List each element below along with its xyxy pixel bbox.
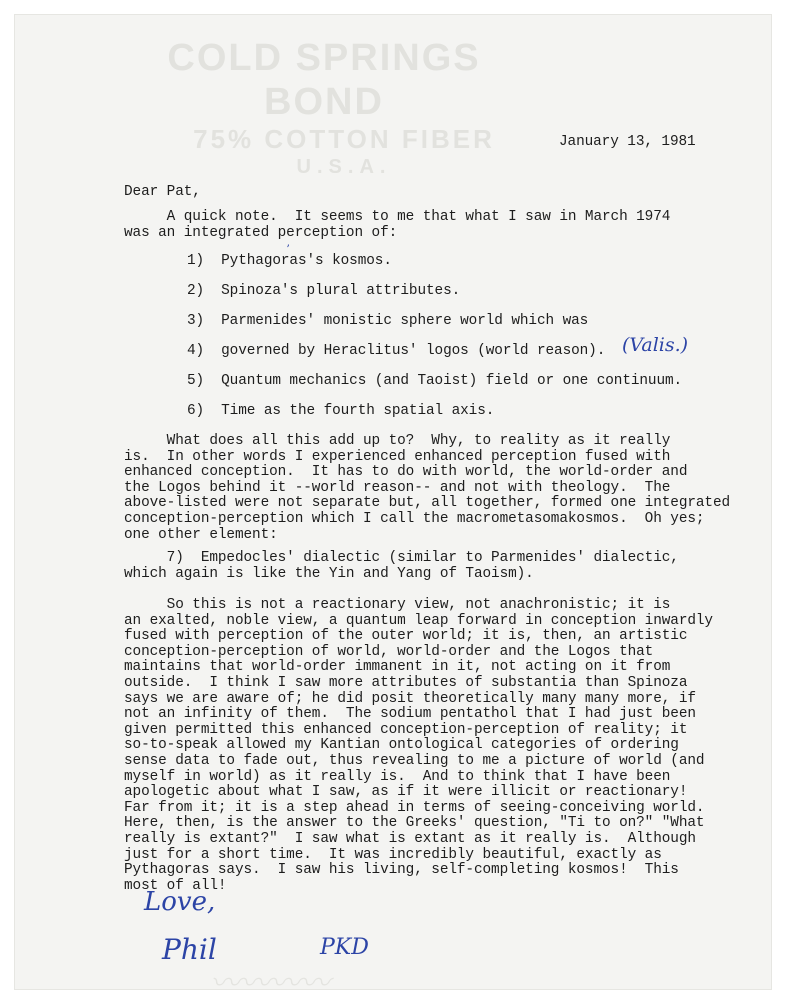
watermark-line2: 75% COTTON FIBER	[193, 124, 495, 154]
list-item-6: 6) Time as the fourth spatial axis.	[187, 403, 495, 419]
paper-watermark-script: 〰〰〰〰	[210, 966, 330, 1001]
watermark-line1: COLD SPRINGS BOND	[167, 37, 481, 123]
letterhead-watermark	[114, 36, 534, 180]
letter-date: January 13, 1981	[559, 134, 696, 150]
list-item-4: 4) governed by Heraclitus' logos (world reason).	[187, 343, 606, 359]
signature-handwritten: Phil	[162, 933, 217, 966]
apostrophe-correction-mark: ʼ	[286, 243, 290, 256]
item-7-paragraph: 7) Empedocles' dialectic (similar to Parmenides' dialectic, which again is like the Yin and Yang of Taoism).	[124, 550, 679, 582]
salutation: Dear Pat,	[124, 184, 201, 200]
list-item-5: 5) Quantum mechanics (and Taoist) field or one continuum.	[187, 373, 683, 389]
initials-handwritten: PKD	[320, 935, 369, 960]
watermark-line3: U.S.A.	[296, 156, 392, 178]
paragraph-2: So this is not a reactionary view, not anachronistic; it is an exalted, noble view, a quantum leap forward in conception inwardly fused with perception of the outer world; it is, then, an artistic conception-perception of world, world-order and the Logos that maintains that world-order immanent in it, not acting on it from outside. I think I saw more attributes of substantia than Spinoza says we are aware of; he did posit theoretically many many more, if not an infinity of them. The sodium pentathol that I had just been given permitted this enhanced conception-perception of reality; it so-to-speak allowed my Kantian ontological categories of ordering sense data to fade out, thus revealing to me a picture of world (and myself in world) as it really is. And to think that I have been apologetic about what I saw, as if it were illicit or reactionary! Far from it; it is a step ahead in terms of seeing-conceiving world. Here, then, is the answer to the Greeks' question, "Ti to on?" "What really is extant?" I saw what is extant as it really is. Although just for a short time. It was incredibly beautiful, exactly as Pythagoras says. I saw his living, self-completing kosmos! This most of all!	[124, 597, 713, 894]
margin-note-handwritten: (Valis.)	[622, 334, 689, 356]
list-item-2: 2) Spinoza's plural attributes.	[187, 283, 461, 299]
list-item-1: 1) Pythagoras's kosmos.	[187, 253, 392, 269]
letter-sheet	[14, 14, 772, 1001]
intro-paragraph: A quick note. It seems to me that what I saw in March 1974 was an integrated perception of:	[124, 209, 671, 241]
list-item-3: 3) Parmenides' monistic sphere world which was	[187, 313, 589, 329]
paragraph-1: What does all this add up to? Why, to reality as it really is. In other words I experienced enhanced perception fused with enhanced conception. It has to do with world, the world-order and the Logos behind it --world reason-- and not with theology. The above-listed were not separate but, all together, formed one integrated conception-perception which I call the macrometasomakosmos. Oh yes; one other element:	[124, 433, 731, 543]
closing-handwritten: Love,	[144, 887, 216, 917]
